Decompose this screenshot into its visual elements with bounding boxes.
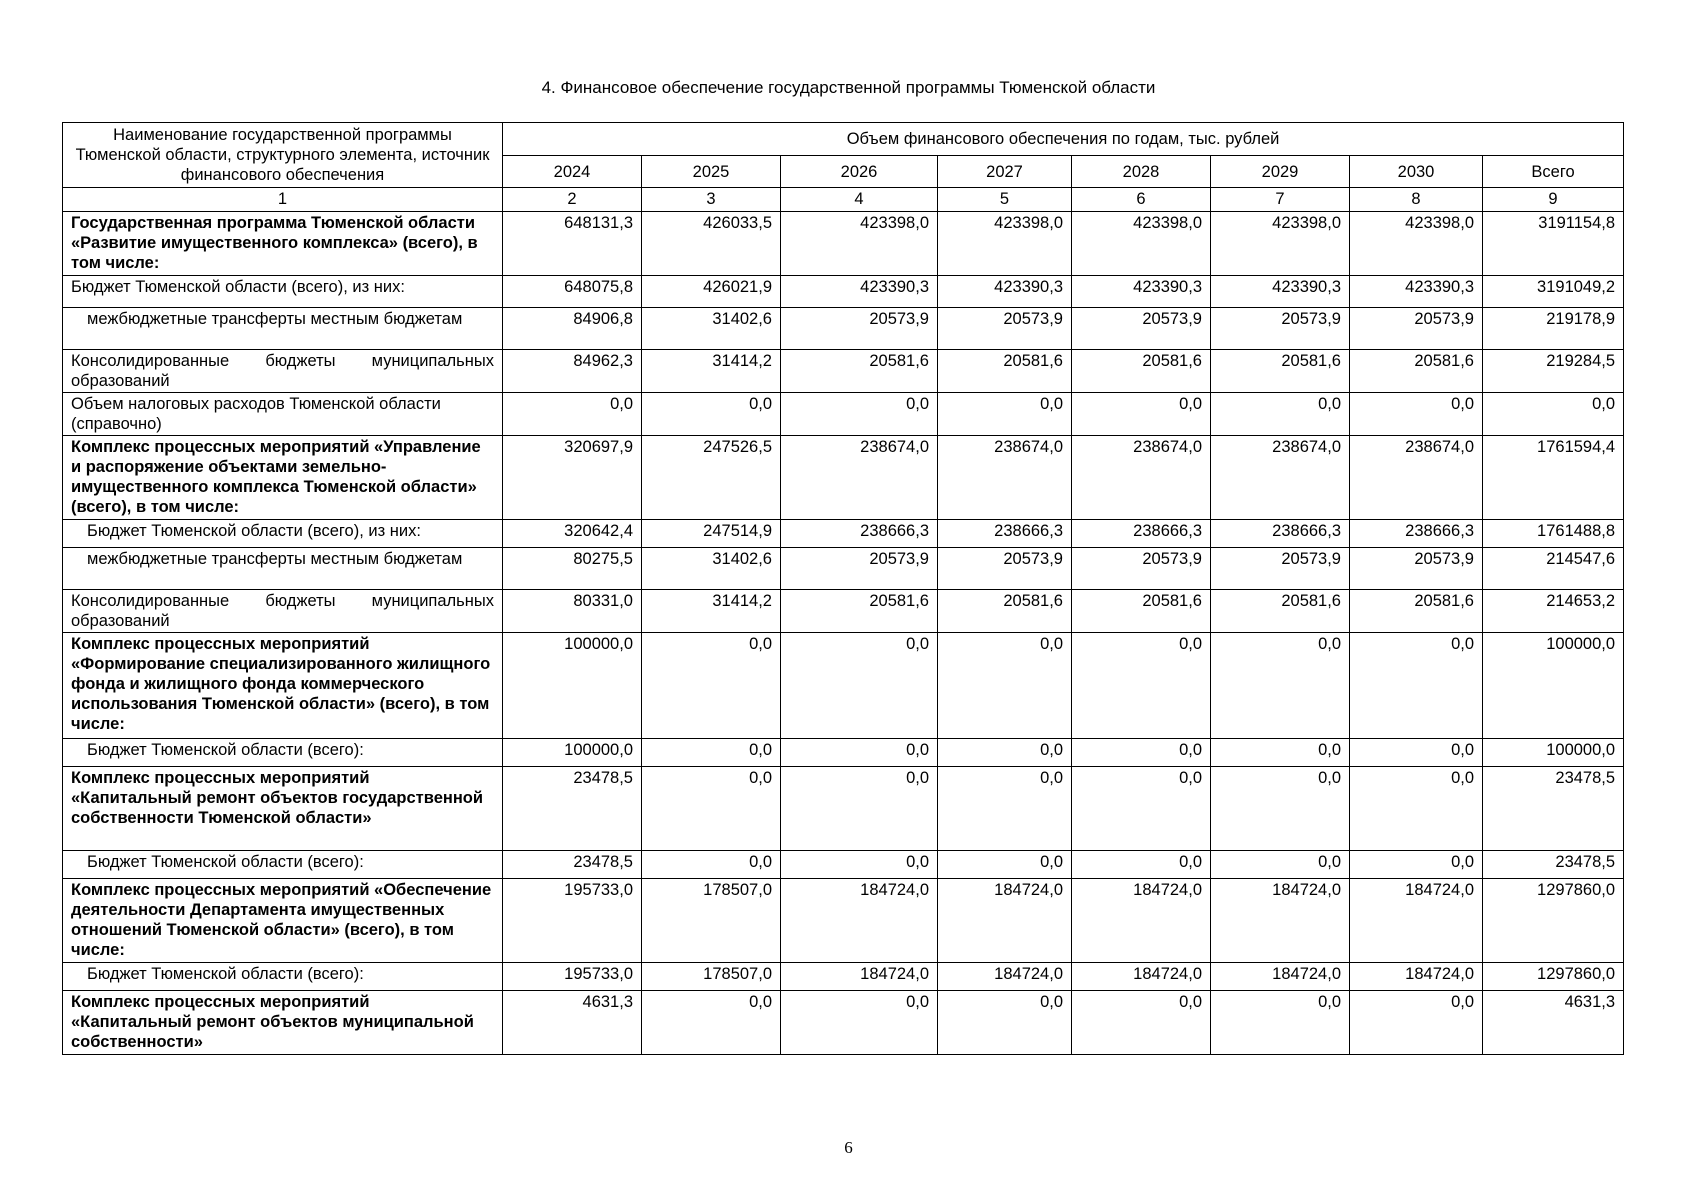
- table-row: [63, 350, 1624, 393]
- row-name-cell: Бюджет Тюменской области (всего), из них:: [63, 276, 503, 308]
- column-number: 1: [63, 188, 503, 212]
- year-value-cell: 320642,4: [503, 520, 642, 548]
- year-value-cell: 20573,9: [1211, 548, 1350, 590]
- year-value-cell: 20573,9: [1350, 308, 1483, 350]
- year-value-cell: 648131,3: [503, 212, 642, 276]
- year-value-cell: 0,0: [1211, 393, 1350, 436]
- year-value-cell: 20581,6: [1211, 590, 1350, 633]
- year-value-cell: 320697,9: [503, 436, 642, 520]
- volume-caption: Объем финансового обеспечения по годам, тыс. рублей: [503, 123, 1624, 156]
- year-value-cell: 100000,0: [503, 739, 642, 767]
- total-value-cell: 219178,9: [1483, 308, 1624, 350]
- year-value-cell: 4631,3: [503, 991, 642, 1055]
- year-value-cell: 423398,0: [938, 212, 1072, 276]
- row-name-cell: Комплекс процессных мероприятий «Капитальный ремонт объектов муниципальной собственности»: [63, 991, 503, 1055]
- row-name-cell: Государственная программа Тюменской области «Развитие имущественного комплекса» (всего), в том числе:: [63, 212, 503, 276]
- table-row: [63, 520, 1624, 548]
- year-value-cell: 238666,3: [938, 520, 1072, 548]
- year-value-cell: 0,0: [1211, 851, 1350, 879]
- total-value-cell: 100000,0: [1483, 633, 1624, 739]
- year-value-cell: 184724,0: [781, 879, 938, 963]
- year-value-cell: 0,0: [1072, 739, 1211, 767]
- table-row: [63, 633, 1624, 739]
- year-header: 2029: [1211, 156, 1350, 188]
- total-value-cell: 219284,5: [1483, 350, 1624, 393]
- column-number: 9: [1483, 188, 1624, 212]
- column-number: 2: [503, 188, 642, 212]
- year-value-cell: 100000,0: [503, 633, 642, 739]
- year-value-cell: 0,0: [1350, 393, 1483, 436]
- table-row: [63, 963, 1624, 991]
- year-value-cell: 184724,0: [1072, 963, 1211, 991]
- total-value-cell: 3191154,8: [1483, 212, 1624, 276]
- year-value-cell: 238674,0: [781, 436, 938, 520]
- table-row: [63, 590, 1624, 633]
- row-name-cell: Бюджет Тюменской области (всего):: [63, 739, 503, 767]
- row-name-cell: Консолидированные бюджеты муниципальных образований: [63, 350, 503, 393]
- year-value-cell: 238674,0: [1350, 436, 1483, 520]
- table-row: [63, 393, 1624, 436]
- year-value-cell: 20581,6: [938, 590, 1072, 633]
- year-value-cell: 0,0: [781, 633, 938, 739]
- year-value-cell: 0,0: [503, 393, 642, 436]
- year-value-cell: 184724,0: [1350, 879, 1483, 963]
- year-value-cell: 0,0: [642, 851, 781, 879]
- table-row: [63, 879, 1624, 963]
- year-value-cell: 0,0: [1211, 767, 1350, 851]
- year-value-cell: 23478,5: [503, 851, 642, 879]
- year-value-cell: 20573,9: [938, 308, 1072, 350]
- name-column-header: Наименование государственной программы Тюменской области, структурного элемента, источник финансового обеспечения: [63, 123, 503, 188]
- year-value-cell: 184724,0: [938, 879, 1072, 963]
- row-name-cell: Комплекс процессных мероприятий «Обеспечение деятельности Департамента имущественных отношений Тюменской области» (всего), в том числе:: [63, 879, 503, 963]
- year-value-cell: 0,0: [1350, 767, 1483, 851]
- year-value-cell: 423398,0: [1072, 212, 1211, 276]
- year-value-cell: 20573,9: [1072, 308, 1211, 350]
- year-value-cell: 184724,0: [1211, 879, 1350, 963]
- year-value-cell: 178507,0: [642, 879, 781, 963]
- year-value-cell: 20581,6: [781, 350, 938, 393]
- year-value-cell: 423390,3: [1211, 276, 1350, 308]
- year-value-cell: 20581,6: [1350, 590, 1483, 633]
- total-header: Всего: [1483, 156, 1624, 188]
- column-number-row: [63, 188, 1624, 212]
- year-value-cell: 423398,0: [1211, 212, 1350, 276]
- total-value-cell: 100000,0: [1483, 739, 1624, 767]
- year-value-cell: 184724,0: [781, 963, 938, 991]
- year-value-cell: 238674,0: [1211, 436, 1350, 520]
- row-name-cell: Бюджет Тюменской области (всего):: [63, 851, 503, 879]
- total-value-cell: 23478,5: [1483, 851, 1624, 879]
- year-value-cell: 0,0: [642, 633, 781, 739]
- year-value-cell: 80331,0: [503, 590, 642, 633]
- row-name-cell: Консолидированные бюджеты муниципальных образований: [63, 590, 503, 633]
- year-value-cell: 84906,8: [503, 308, 642, 350]
- year-value-cell: 0,0: [1072, 633, 1211, 739]
- year-value-cell: 423390,3: [1350, 276, 1483, 308]
- year-value-cell: 238666,3: [781, 520, 938, 548]
- row-name-cell: межбюджетные трансферты местным бюджетам: [63, 548, 503, 590]
- column-number: 3: [642, 188, 781, 212]
- row-name-cell: Бюджет Тюменской области (всего):: [63, 963, 503, 991]
- year-value-cell: 0,0: [642, 393, 781, 436]
- document-title: 4. Финансовое обеспечение государственной программы Тюменской области: [541, 78, 1156, 97]
- year-value-cell: 23478,5: [503, 767, 642, 851]
- year-value-cell: 80275,5: [503, 548, 642, 590]
- total-value-cell: 1297860,0: [1483, 879, 1624, 963]
- year-value-cell: 423390,3: [938, 276, 1072, 308]
- total-value-cell: 23478,5: [1483, 767, 1624, 851]
- row-name-cell: Объем налоговых расходов Тюменской области (справочно): [63, 393, 503, 436]
- year-value-cell: 0,0: [938, 633, 1072, 739]
- year-value-cell: 0,0: [781, 739, 938, 767]
- total-value-cell: 1297860,0: [1483, 963, 1624, 991]
- year-value-cell: 247514,9: [642, 520, 781, 548]
- year-value-cell: 84962,3: [503, 350, 642, 393]
- year-value-cell: 184724,0: [938, 963, 1072, 991]
- row-name-cell: межбюджетные трансферты местным бюджетам: [63, 308, 503, 350]
- year-value-cell: 20573,9: [1211, 308, 1350, 350]
- year-value-cell: 195733,0: [503, 879, 642, 963]
- year-header: 2026: [781, 156, 938, 188]
- year-value-cell: 0,0: [781, 393, 938, 436]
- year-value-cell: 0,0: [781, 991, 938, 1055]
- year-value-cell: 423398,0: [1350, 212, 1483, 276]
- column-number: 6: [1072, 188, 1211, 212]
- year-value-cell: 0,0: [1072, 393, 1211, 436]
- column-number: 5: [938, 188, 1072, 212]
- year-value-cell: 0,0: [938, 393, 1072, 436]
- year-value-cell: 20581,6: [1350, 350, 1483, 393]
- year-value-cell: 0,0: [1350, 739, 1483, 767]
- table-row: [63, 436, 1624, 520]
- financing-table: [62, 122, 1624, 1055]
- year-value-cell: 20581,6: [1072, 350, 1211, 393]
- year-value-cell: 0,0: [781, 851, 938, 879]
- year-value-cell: 31414,2: [642, 590, 781, 633]
- year-header: 2030: [1350, 156, 1483, 188]
- year-value-cell: 20581,6: [938, 350, 1072, 393]
- year-value-cell: 238674,0: [1072, 436, 1211, 520]
- year-value-cell: 0,0: [1350, 991, 1483, 1055]
- year-value-cell: 20573,9: [938, 548, 1072, 590]
- table-row: [63, 308, 1624, 350]
- year-value-cell: 0,0: [938, 739, 1072, 767]
- year-value-cell: 20581,6: [1072, 590, 1211, 633]
- year-value-cell: 0,0: [938, 767, 1072, 851]
- year-value-cell: 648075,8: [503, 276, 642, 308]
- table-row: [63, 851, 1624, 879]
- year-value-cell: 0,0: [1072, 851, 1211, 879]
- year-value-cell: 0,0: [1211, 991, 1350, 1055]
- year-value-cell: 0,0: [1072, 767, 1211, 851]
- year-value-cell: 31402,6: [642, 308, 781, 350]
- year-value-cell: 195733,0: [503, 963, 642, 991]
- year-value-cell: 238666,3: [1072, 520, 1211, 548]
- year-value-cell: 0,0: [642, 739, 781, 767]
- table-row: [63, 739, 1624, 767]
- year-value-cell: 184724,0: [1072, 879, 1211, 963]
- year-header: 2027: [938, 156, 1072, 188]
- year-value-cell: 31402,6: [642, 548, 781, 590]
- year-value-cell: 20573,9: [1350, 548, 1483, 590]
- year-header: 2025: [642, 156, 781, 188]
- year-value-cell: 20573,9: [781, 308, 938, 350]
- year-value-cell: 423390,3: [781, 276, 938, 308]
- year-value-cell: 0,0: [642, 991, 781, 1055]
- year-value-cell: 423390,3: [1072, 276, 1211, 308]
- year-value-cell: 20581,6: [781, 590, 938, 633]
- year-value-cell: 0,0: [1350, 633, 1483, 739]
- year-value-cell: 0,0: [1072, 991, 1211, 1055]
- year-value-cell: 20581,6: [1211, 350, 1350, 393]
- column-number: 7: [1211, 188, 1350, 212]
- year-value-cell: 0,0: [938, 851, 1072, 879]
- total-value-cell: 214653,2: [1483, 590, 1624, 633]
- table-row: [63, 991, 1624, 1055]
- year-header: 2024: [503, 156, 642, 188]
- table-row: [63, 548, 1624, 590]
- year-value-cell: 0,0: [938, 991, 1072, 1055]
- year-value-cell: 238674,0: [938, 436, 1072, 520]
- column-number: 8: [1350, 188, 1483, 212]
- row-name-cell: Комплекс процессных мероприятий «Капитальный ремонт объектов государственной собственности Тюменской области»: [63, 767, 503, 851]
- year-value-cell: 178507,0: [642, 963, 781, 991]
- table-row: [63, 767, 1624, 851]
- year-value-cell: 0,0: [781, 767, 938, 851]
- column-number: 4: [781, 188, 938, 212]
- total-value-cell: 1761488,8: [1483, 520, 1624, 548]
- year-header: 2028: [1072, 156, 1211, 188]
- total-value-cell: 3191049,2: [1483, 276, 1624, 308]
- row-name-cell: Комплекс процессных мероприятий «Формирование специализированного жилищного фонда и жилищного фонда коммерческого использования Тюменской области» (всего), в том числе:: [63, 633, 503, 739]
- total-value-cell: 0,0: [1483, 393, 1624, 436]
- total-value-cell: 1761594,4: [1483, 436, 1624, 520]
- total-value-cell: 214547,6: [1483, 548, 1624, 590]
- year-value-cell: 31414,2: [642, 350, 781, 393]
- year-value-cell: 0,0: [1211, 633, 1350, 739]
- year-value-cell: 184724,0: [1350, 963, 1483, 991]
- year-value-cell: 238666,3: [1350, 520, 1483, 548]
- year-value-cell: 426021,9: [642, 276, 781, 308]
- year-value-cell: 426033,5: [642, 212, 781, 276]
- year-value-cell: 20573,9: [1072, 548, 1211, 590]
- table-row: [63, 212, 1624, 276]
- year-value-cell: 0,0: [1350, 851, 1483, 879]
- year-value-cell: 247526,5: [642, 436, 781, 520]
- total-value-cell: 4631,3: [1483, 991, 1624, 1055]
- year-value-cell: 184724,0: [1211, 963, 1350, 991]
- year-value-cell: 20573,9: [781, 548, 938, 590]
- year-value-cell: 423398,0: [781, 212, 938, 276]
- year-value-cell: 238666,3: [1211, 520, 1350, 548]
- row-name-cell: Бюджет Тюменской области (всего), из них:: [63, 520, 503, 548]
- year-value-cell: 0,0: [642, 767, 781, 851]
- row-name-cell: Комплекс процессных мероприятий «Управление и распоряжение объектами земельно-имущественного комплекса Тюменской области» (всего), в том числе:: [63, 436, 503, 520]
- year-value-cell: 0,0: [1211, 739, 1350, 767]
- table-row: [63, 276, 1624, 308]
- page-number: 6: [844, 1138, 853, 1157]
- header-row-1: [63, 123, 1624, 156]
